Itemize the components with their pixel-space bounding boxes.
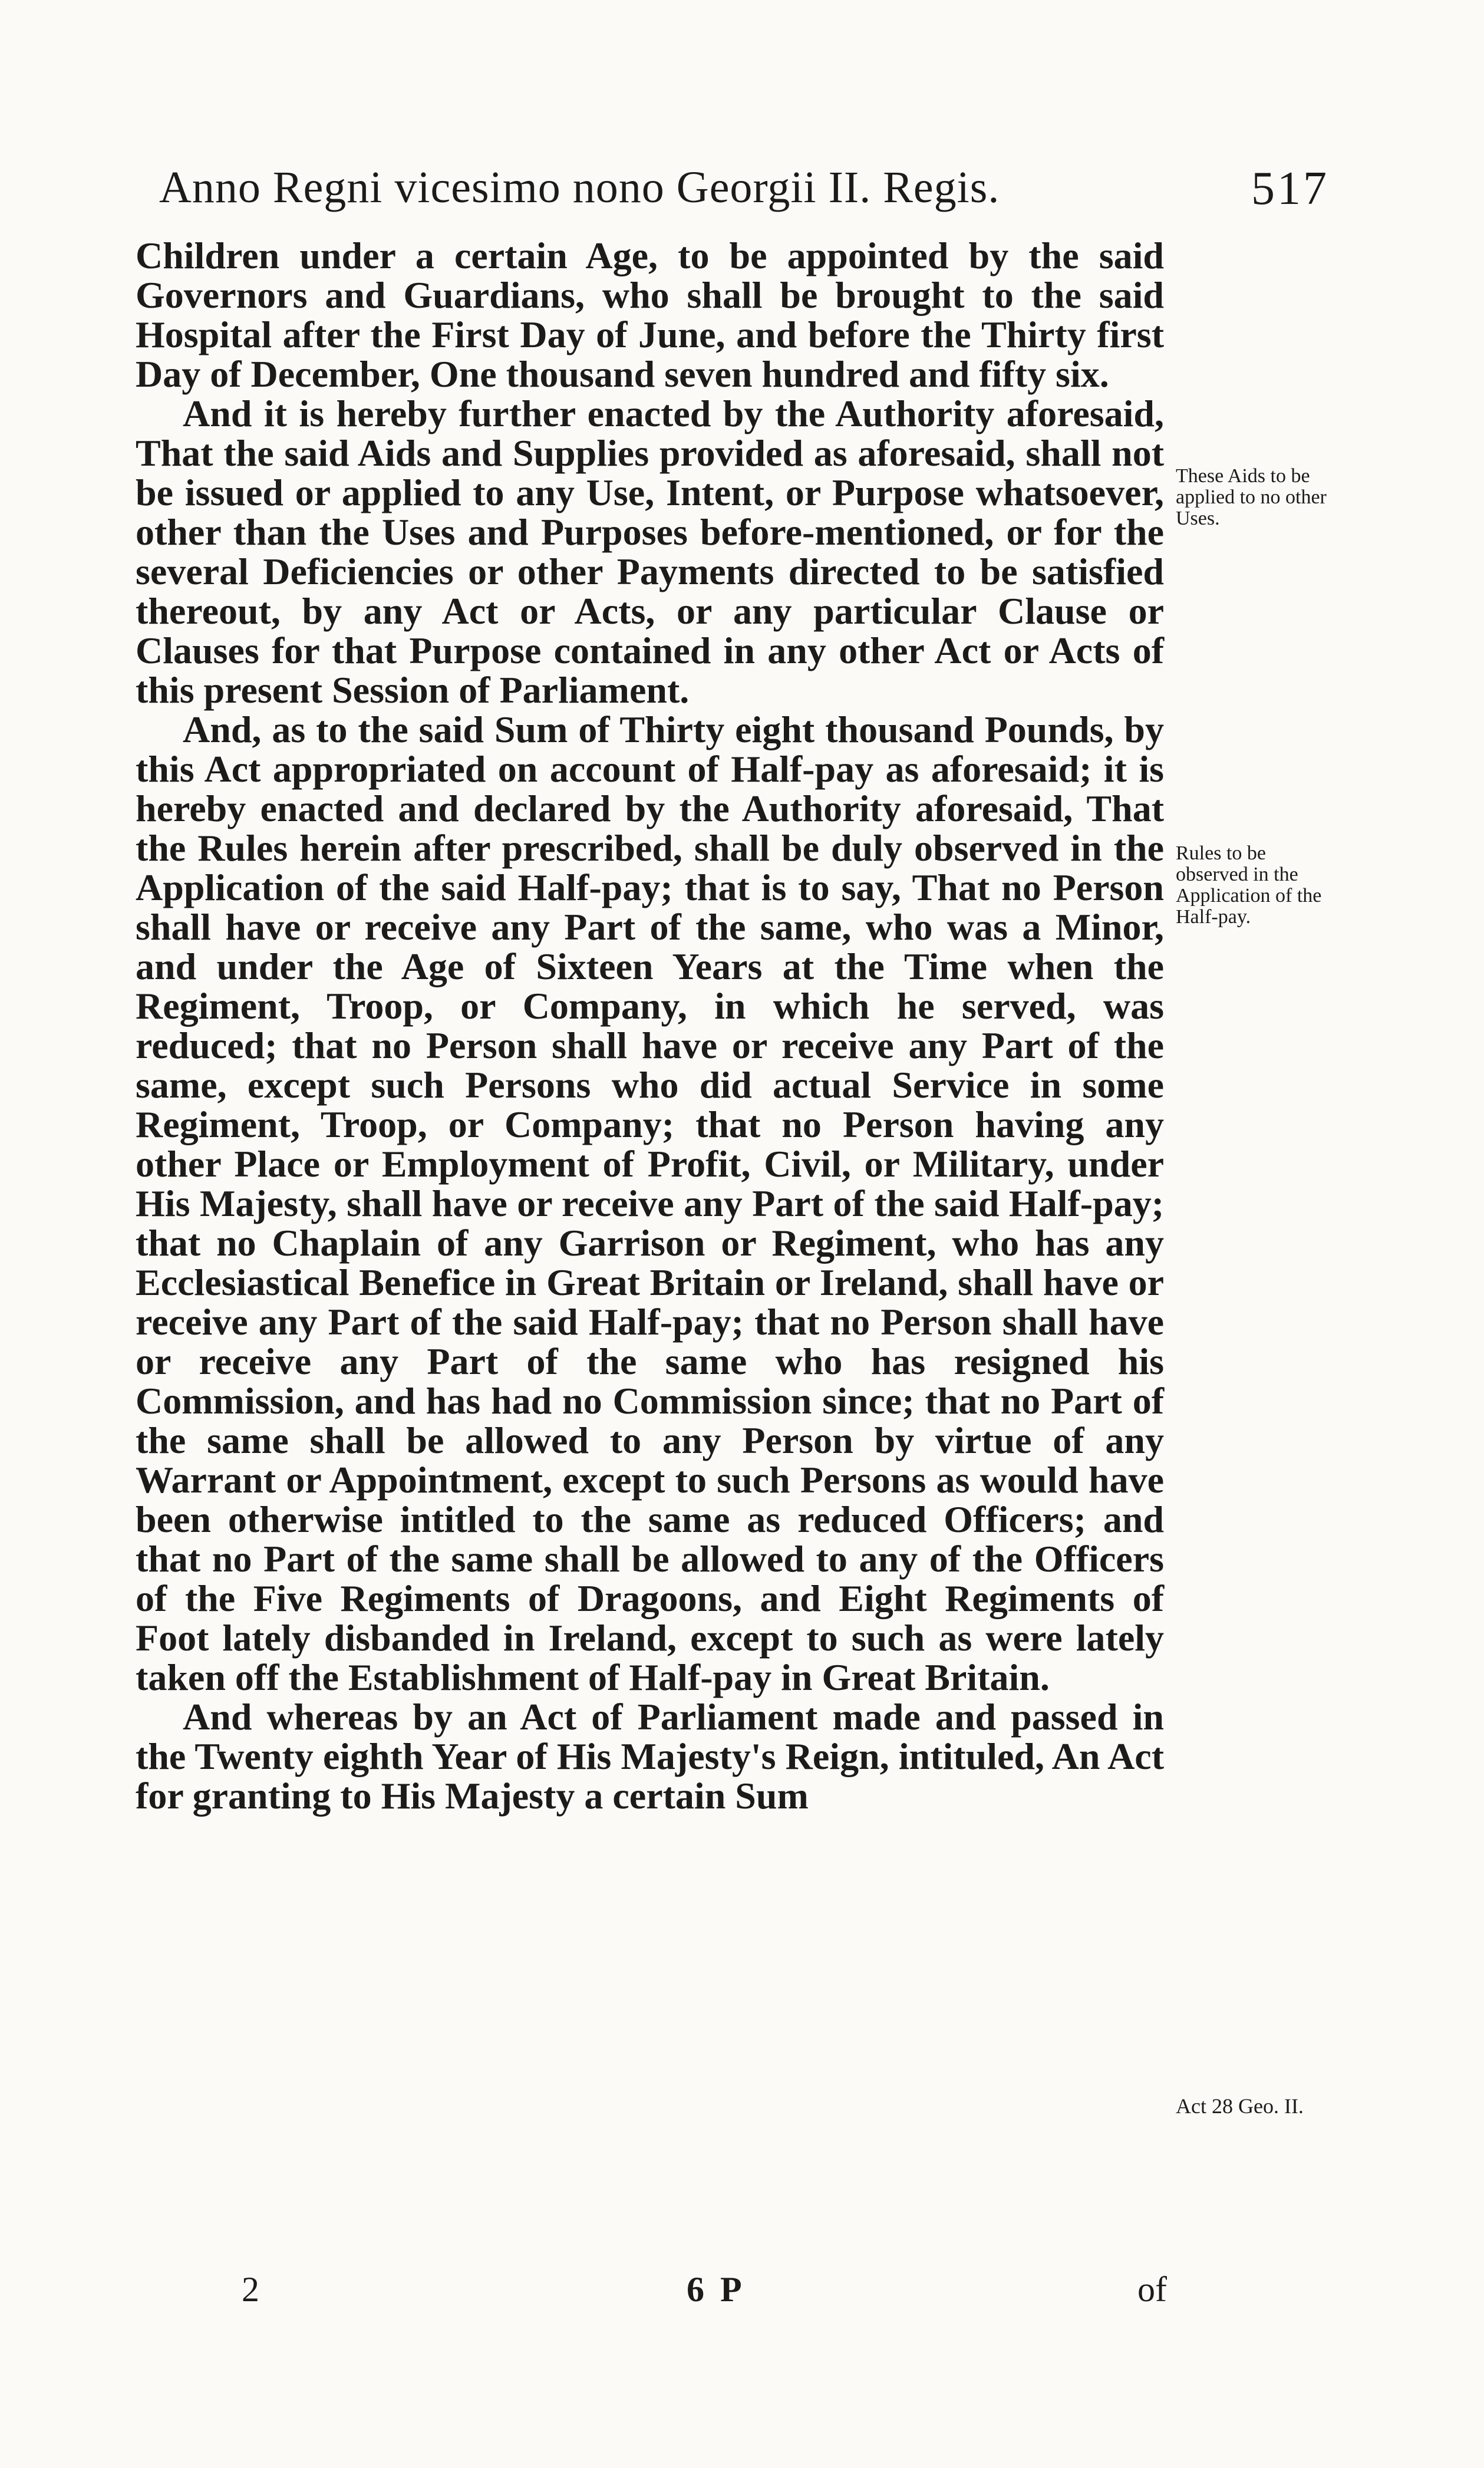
signature-mark: 6 P — [687, 2270, 746, 2309]
margin-note-act: Act 28 Geo. II. — [1176, 2094, 1304, 2118]
margin-note-aids: These Aids to be applied to no other Uses. — [1176, 465, 1327, 529]
paragraph-whereas: And whereas by an Act of Parliament made and passed in the Twenty eighth Year of His Majesty's Reign, intituled, An Act for granting to His Majesty a certain Sum — [136, 1696, 1164, 1817]
paragraph-aids-applied: And it is hereby further enacted by the Authority aforesaid, That the said Aids and Supplies provided as aforesaid, shall not be issued or applied to any Use, Intent, or Purpose whatsoever, other than the Uses and Purposes before-mentioned, or for the several Deficiencies or other Payments directed to be satisfied thereout, by any Act or Acts, or any particular Clause or Clauses for that Purpose contained in any other Act or Acts of this present Session of Parliament. — [136, 393, 1164, 711]
catchword: of — [1137, 2270, 1167, 2309]
margin-note-rules: Rules to be observed in the Application of the Half-pay. — [1176, 842, 1322, 928]
page-number: 517 — [1251, 163, 1329, 215]
body-text — [136, 236, 1164, 1815]
page-header — [159, 162, 1329, 227]
page-footer — [0, 2269, 1484, 2317]
paragraph-continued: Children under a certain Age, to be appointed by the said Governors and Guardians, who shall be brought to the said Hospital after the First Day of June, and before the Thirty first Day of December, One thousand seven hundred and fifty six. — [136, 235, 1164, 395]
paragraph-half-pay-rules: And, as to the said Sum of Thirty eight thousand Pounds, by this Act appropriated on account of Half-pay as aforesaid; it is hereby enacted and declared by the Authority aforesaid, That the Rules herein after prescribed, shall be duly observed in the Application of the said Half-pay; that is to say, That no Person shall have or receive any Part of the same, who was a Minor, and under the Age of Sixteen Years at the Time when the Regiment, Troop, or Company, in which he served, was reduced; that no Person shall have or receive any Part of the same, except such Persons who did actual Service in some Regiment, Troop, or Company; that no Person having any other Place or Employment of Profit, Civil, or Military, under His Majesty, shall have or receive any Part of the said Half-pay; that no Chaplain of any Garrison or Regiment, who has any Ecclesiastical Benefice in Great Britain or Ireland, shall have or receive any Part of the said Half-pay; that no Person shall have or receive any Part of the same who has resigned his Commission, and has had no Commission since; that no Part of the same shall be allowed to any Person by virtue of any Warrant or Appointment, except to such Persons as would have been otherwise intitled to the same as reduced Officers; and that no Part of the same shall be allowed to any of the Officers of the Five Regiments of Dragoons, and Eight Regiments of Foot lately disbanded in Ireland, except to such as were lately taken off the Establishment of Half-pay in Great Britain. — [136, 709, 1164, 1698]
signature-number: 2 — [242, 2270, 259, 2309]
running-title: Anno Regni vicesimo nono Georgii II. Regis. — [159, 163, 1000, 212]
